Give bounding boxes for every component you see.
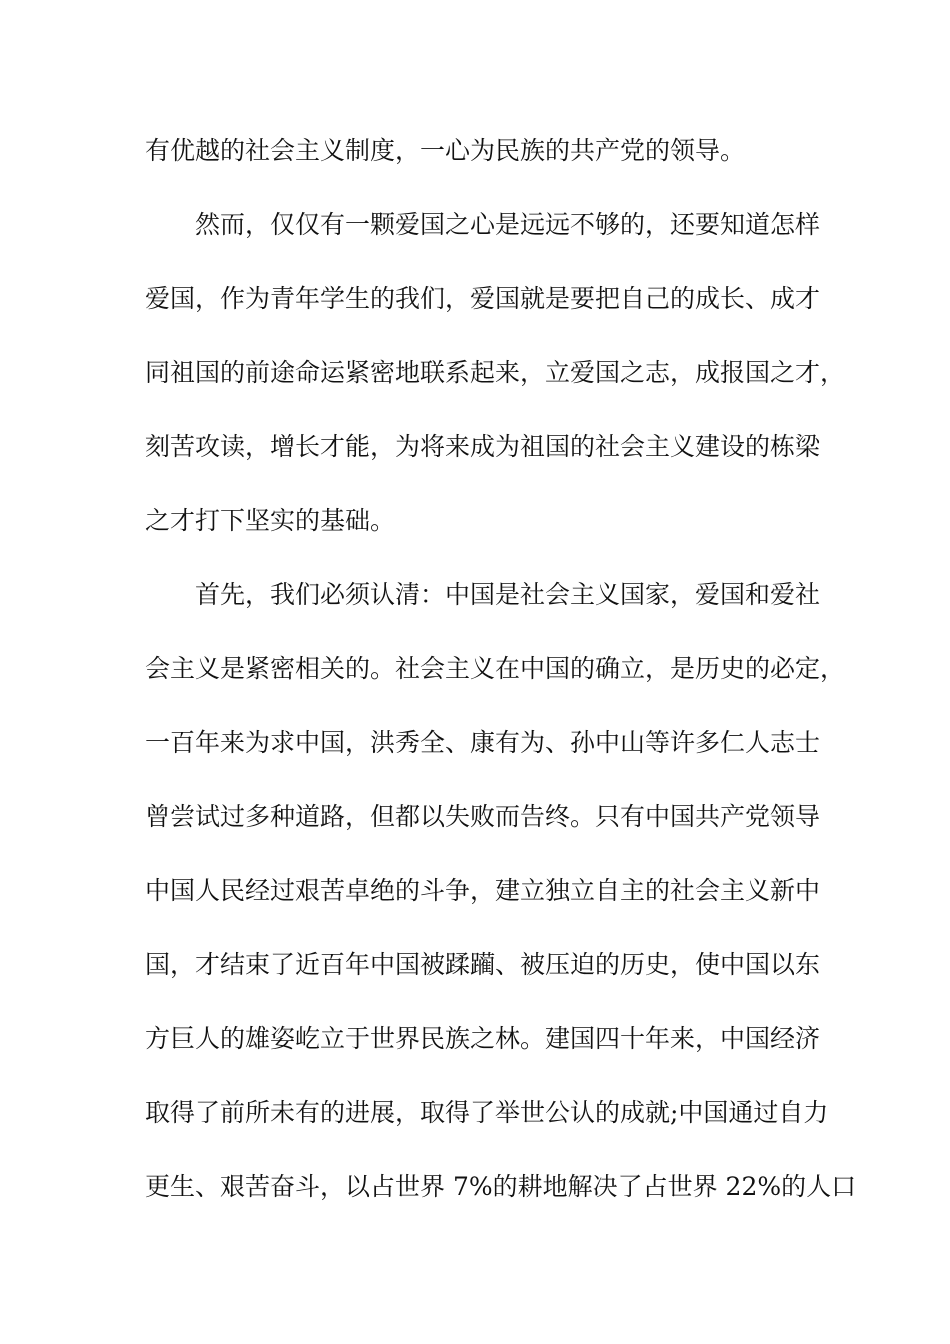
text-line: 方巨人的雄姿屹立于世界民族之林。建国四十年来，中国经济 xyxy=(145,1024,821,1053)
paragraph-first-line: 然而，仅仅有一颗爱国之心是远远不够的，还要知道怎样 xyxy=(195,210,821,239)
text-line: 国，才结束了近百年中国被蹂躏、被压迫的历史，使中国以东 xyxy=(145,950,821,979)
text-line: 同祖国的前途命运紧密地联系起来，立爱国之志，成报国之才， xyxy=(145,358,846,387)
text-line: 会主义是紧密相关的。社会主义在中国的确立，是历史的必定， xyxy=(145,654,846,683)
text-line: 更生、艰苦奋斗，以占世界 7%的耕地解决了占世界 22%的人口 xyxy=(145,1172,857,1201)
text-line: 中国人民经过艰苦卓绝的斗争，建立独立自主的社会主义新中 xyxy=(145,876,821,905)
text-line: 一百年来为求中国，洪秀全、康有为、孙中山等许多仁人志士 xyxy=(145,728,821,757)
text-line: 有优越的社会主义制度，一心为民族的共产党的领导。 xyxy=(145,136,746,165)
text-line: 之才打下坚实的基础。 xyxy=(145,506,396,535)
paragraph-first-line: 首先，我们必须认清：中国是社会主义国家，爱国和爱社 xyxy=(195,580,821,609)
text-line: 刻苦攻读，增长才能，为将来成为祖国的社会主义建设的栋梁 xyxy=(145,432,821,461)
body-text xyxy=(145,132,857,1242)
text-line: 取得了前所未有的进展，取得了举世公认的成就;中国通过自力 xyxy=(145,1098,829,1127)
text-line: 爱国，作为青年学生的我们，爱国就是要把自己的成长、成才 xyxy=(145,284,821,313)
text-line: 曾尝试过多种道路，但都以失败而告终。只有中国共产党领导 xyxy=(145,802,821,831)
